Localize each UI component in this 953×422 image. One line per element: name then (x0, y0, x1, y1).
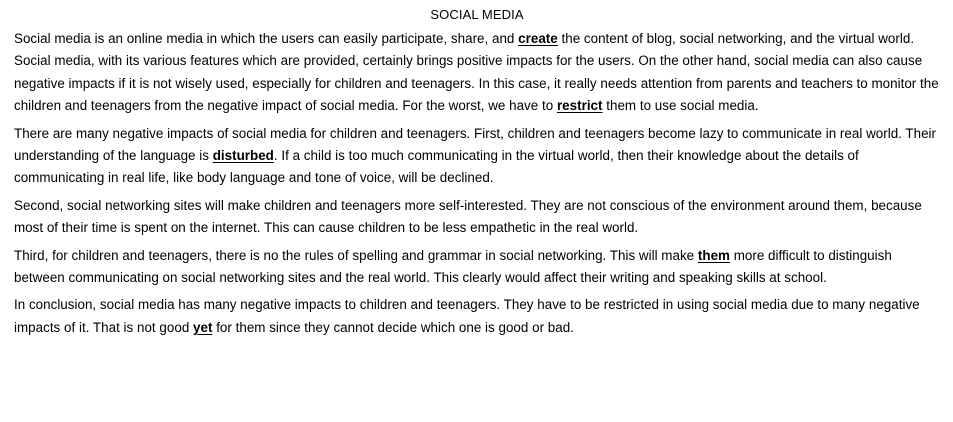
document-page (14, 0, 940, 339)
paragraph-text: Third, for children and teenagers, there is no the rules of spelling and grammar in social networking. This will make (14, 247, 698, 263)
paragraph-text: In conclusion, social media has many negative impacts to children and teenagers. They have to be restricted in using social media due to many negative impacts of it. That is not good (14, 297, 920, 335)
paragraph-text: . If a child is too much communicating in the virtual world, then their knowledge about the details of communicating in real life, like body language and tone of voice, will be declined. (14, 148, 859, 186)
paragraph-conclusion (14, 294, 940, 339)
paragraph-first-impact (14, 123, 940, 190)
paragraph-text: more difficult to distinguish between communicating on social networking sites and the real world. This clearly would affect their writing and speaking skills at school. (14, 247, 892, 286)
paragraph-text: Social media is an online media in which the users can easily participate, share, and (14, 31, 519, 46)
highlighted-word-yet: yet (193, 319, 213, 335)
highlighted-word-disturbed: disturbed (212, 148, 274, 164)
paragraph-second-impact: Second, social networking sites will make children and teenagers more self-interested. They are not conscious of the environment around them, because most of their time is spent on the internet. This can cause children to be less empathetic in the real world. (14, 197, 922, 236)
paragraph-text: them to use social media. (602, 98, 759, 114)
paragraph-intro (14, 28, 940, 118)
paragraph-text: the content of blog, social networking, and the virtual world. Social media, with its various features which are provided, certainly brings positive impacts for the users. On the other hand, social media can also cause negative impacts if it is not wisely used, especially for children and teenagers. In this case, it really needs attention from parents and teachers to monitor the children and teenagers from the negative impact of social media. For the worst, we have to (14, 31, 939, 114)
highlighted-word-create: create (518, 31, 558, 46)
highlighted-word-restrict: restrict (556, 98, 603, 114)
document-title: SOCIAL MEDIA (430, 7, 524, 22)
paragraph-third-impact (14, 245, 940, 290)
highlighted-word-them: them (697, 247, 730, 263)
paragraph-text: There are many negative impacts of social media for children and teenagers. First, children and teenagers become lazy to communicate in real world. Their understanding of the language is (14, 125, 937, 164)
paragraph-text: for them since they cannot decide which one is good or bad. (212, 319, 574, 335)
